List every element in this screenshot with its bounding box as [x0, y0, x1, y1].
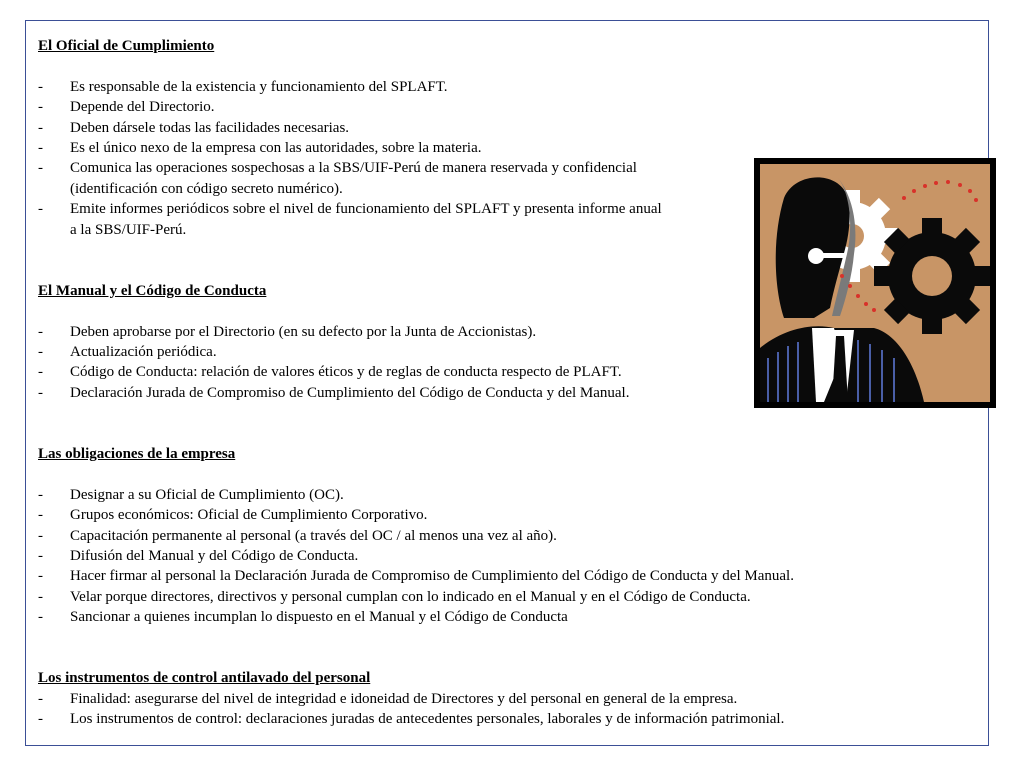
list-item: - Código de Conducta: relación de valores éticos y de reglas de conducta respecto de PLAFT. [38, 362, 938, 382]
bullet-dash: - [38, 527, 43, 544]
bullet-list [38, 485, 938, 628]
bullet-dash: - [38, 140, 43, 156]
list-item-continuation: a la SBS/UIF-Perú. [70, 221, 187, 238]
bullet-dash: - [38, 548, 43, 565]
bullet-dash: - [38, 364, 43, 381]
section-heading: Los instrumentos de control antilavado del personal [38, 670, 371, 687]
list-item: - Finalidad: asegurarse del nivel de integridad e idoneidad de Directores y del personal en general de la empresa. [38, 689, 938, 709]
list-item: - Velar porque directores, directivos y personal cumplan con lo indicado en el Manual y en el Código de Conducta. [38, 587, 938, 607]
list-item: - Declaración Jurada de Compromiso de Cumplimiento del Código de Conducta y del Manual. [38, 383, 938, 403]
bullet-dash: - [38, 201, 43, 218]
bullet-dash: - [38, 609, 43, 626]
businessman-with-gears-icon [754, 158, 996, 408]
bullet-dash: - [38, 588, 43, 605]
list-item: - Depende del Directorio. [38, 97, 938, 117]
bullet-dash: - [38, 119, 43, 136]
bullet-dash: - [38, 568, 43, 585]
bullet-dash: - [38, 711, 43, 728]
bullet-dash: - [38, 384, 43, 401]
list-item-continuation: (identificación con código secreto numérico). [70, 180, 343, 197]
section-instrumentos-control [38, 668, 938, 729]
section-heading: El Manual y el Código de Conducta [38, 282, 267, 299]
bullet-dash: - [38, 690, 43, 707]
section-heading: El Oficial de Cumplimiento [38, 38, 215, 54]
section-heading: Las obligaciones de la empresa [38, 446, 236, 463]
bullet-dash: - [38, 344, 43, 361]
list-item: - Designar a su Oficial de Cumplimiento (OC). [38, 485, 938, 505]
list-item: - Los instrumentos de control: declaraciones juradas de antecedentes personales, laborales y de información patrimonial. [38, 709, 938, 729]
list-item: - Deben aprobarse por el Directorio (en su defecto por la Junta de Accionistas). [38, 322, 938, 342]
bullet-dash: - [38, 323, 43, 340]
list-item: - Capacitación permanente al personal (a través del OC / al menos una vez al año). [38, 526, 938, 546]
bullet-dash: - [38, 160, 43, 177]
list-item: - Difusión del Manual y del Código de Conducta. [38, 546, 938, 566]
list-item: - Comunica las operaciones sospechosas a la SBS/UIF-Perú de manera reservada y confidencial [38, 158, 938, 178]
businessman-gears-illustration [754, 158, 996, 408]
bullet-dash: - [38, 507, 43, 524]
list-item: - Sancionar a quienes incumplan lo dispuesto en el Manual y el Código de Conducta [38, 607, 938, 627]
list-item: - Es responsable de la existencia y funcionamiento del SPLAFT. [38, 77, 938, 97]
bullet-dash: - [38, 99, 43, 116]
list-item: - Deben dársele todas las facilidades necesarias. [38, 118, 938, 138]
bullet-dash: - [38, 78, 43, 95]
bullet-dash: - [38, 486, 43, 503]
list-item: - Emite informes periódicos sobre el nivel de funcionamiento del SPLAFT y presenta informe anual [38, 199, 938, 219]
list-item: - Actualización periódica. [38, 342, 938, 362]
bullet-list [38, 689, 938, 730]
list-item: - Es el único nexo de la empresa con las autoridades, sobre la materia. [38, 138, 938, 158]
list-item: - Hacer firmar al personal la Declaración Jurada de Compromiso de Cumplimiento del Código de Conducta y del Manual. [38, 566, 938, 586]
section-obligaciones [38, 444, 938, 628]
list-item: - Grupos económicos: Oficial de Cumplimiento Corporativo. [38, 505, 938, 525]
